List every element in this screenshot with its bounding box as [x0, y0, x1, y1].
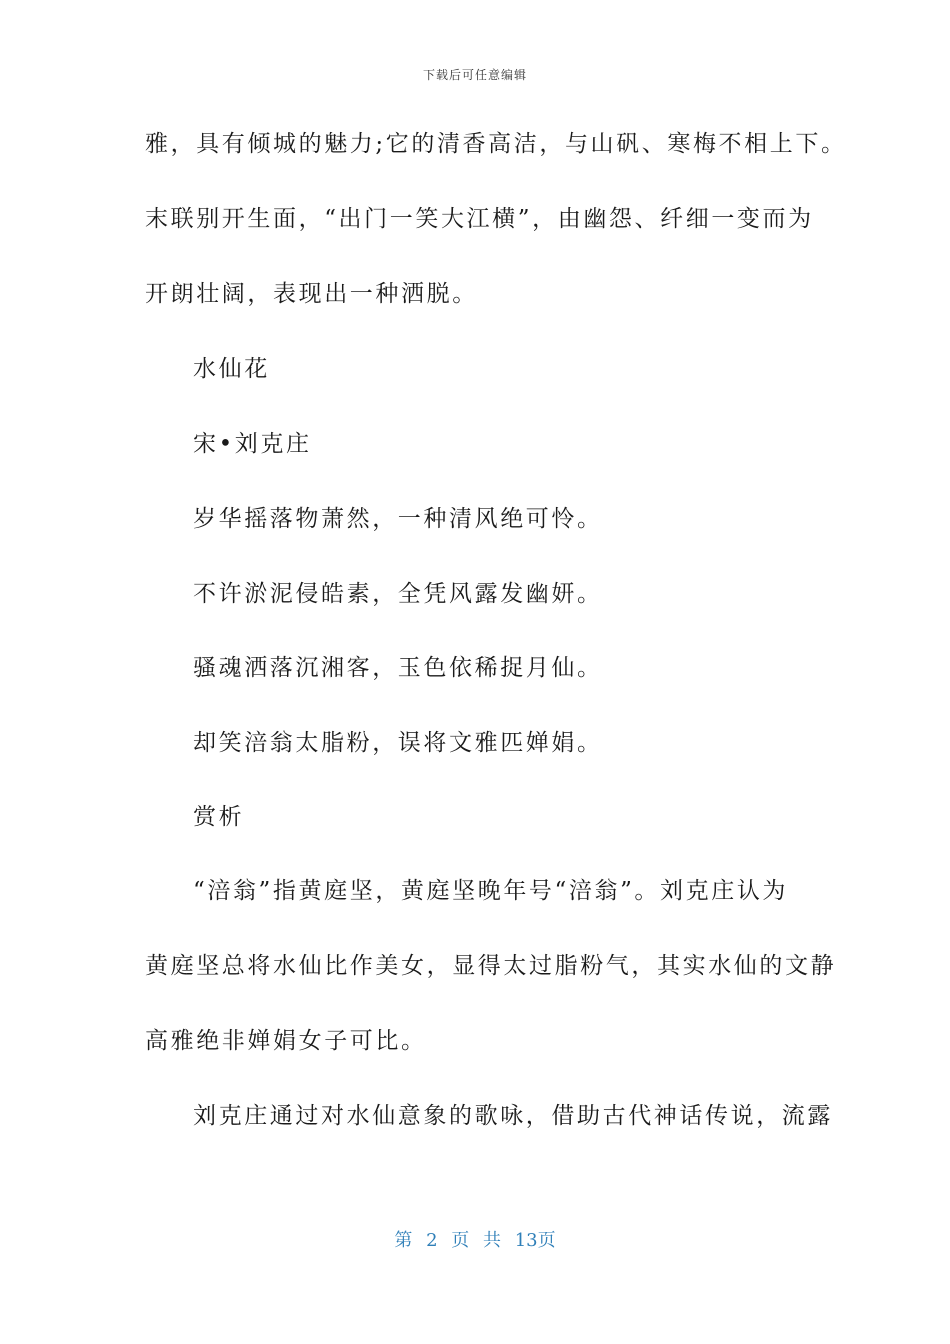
paragraph-line: 雅，具有倾城的魅力;它的清香高洁，与山矾、寒梅不相上下。: [145, 131, 847, 157]
paragraph-line: “涪翁”指黄庭坚，黄庭坚晚年号“涪翁”。刘克庄认为: [193, 878, 789, 904]
page-footer: 第 2 页 共 13页: [394, 1230, 556, 1251]
paragraph-line: 刘克庄通过对水仙意象的歌咏，借助古代神话传说，流露: [193, 1103, 833, 1129]
poem-line: 骚魂洒落沉湘客，玉色依稀捉月仙。: [193, 655, 603, 681]
paragraph-line: 高雅绝非婵娟女子可比。: [145, 1028, 427, 1054]
paragraph-line: 开朗壮阔，表现出一种洒脱。: [145, 281, 478, 307]
section-heading: 赏析: [193, 804, 245, 830]
poem-line: 岁华摇落物萧然，一种清风绝可怜。: [193, 506, 603, 532]
poem-line: 不许淤泥侵皓素，全凭风露发幽妍。: [193, 581, 603, 607]
paragraph-line: 末联别开生面，“出门一笑大江横”，由幽怨、纤细一变而为: [145, 206, 814, 232]
page-header: 下载后可任意编辑: [422, 68, 527, 82]
poem-line: 却笑涪翁太脂粉，误将文雅匹婵娟。: [193, 730, 603, 756]
paragraph-line: 黄庭坚总将水仙比作美女，显得太过脂粉气，其实水仙的文静: [145, 953, 837, 979]
poem-title: 水仙花: [193, 356, 270, 382]
poem-author: 宋•刘克庄: [193, 431, 312, 457]
